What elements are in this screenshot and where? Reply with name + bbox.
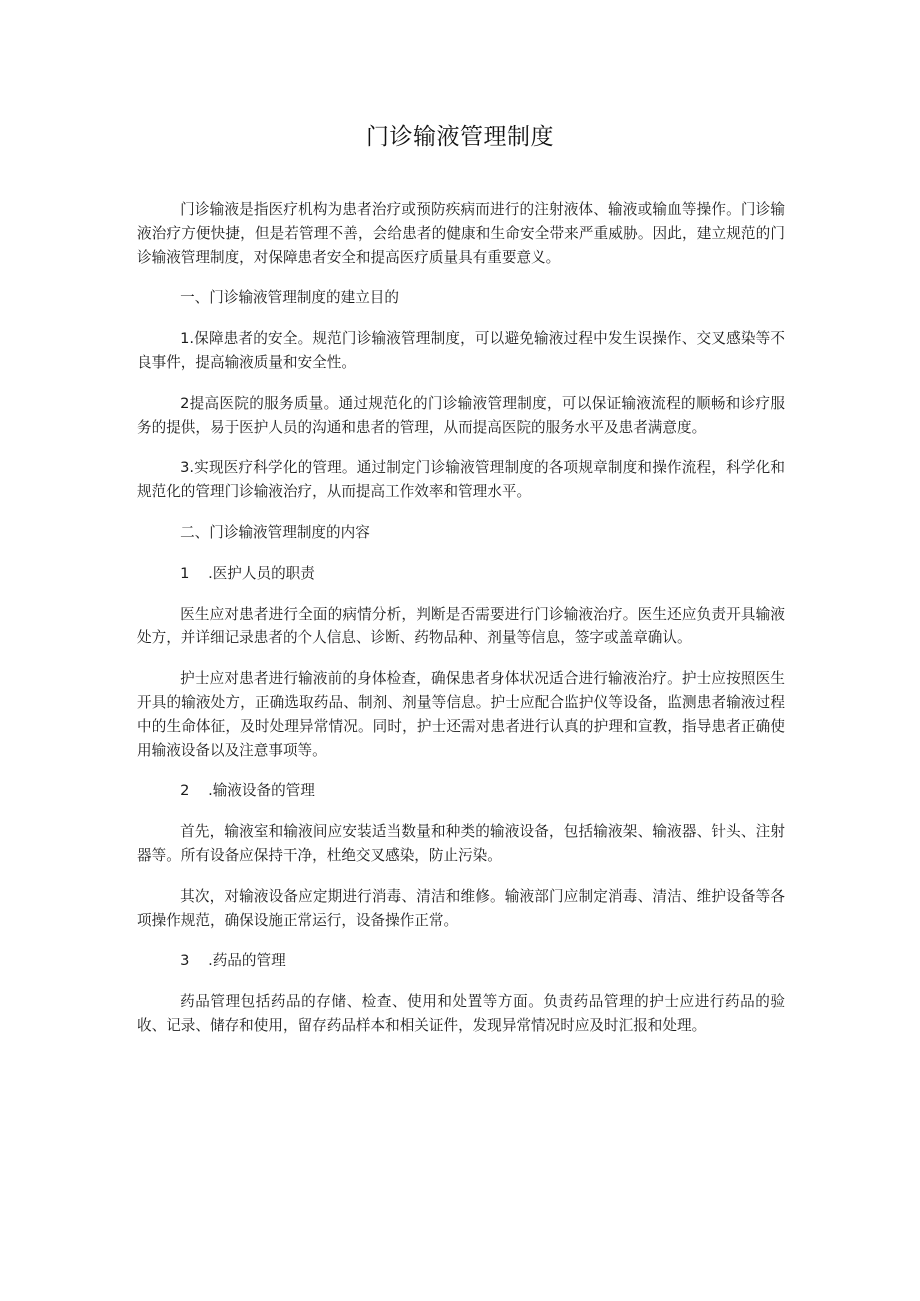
subsection2-heading bbox=[137, 779, 785, 803]
page-title: 门诊输液管理制度 bbox=[366, 124, 554, 150]
subsection3-heading bbox=[137, 949, 785, 973]
subsection1-title: .医护人员的职责 bbox=[208, 564, 315, 582]
subsection3-paragraph-1: 药品管理包括药品的存储、检查、使用和处置等方面。负责药品管理的护士应进行药品的验收、记录、储存和使用，留存药品样本和相关证件，发现异常情况时应及时汇报和处理。 bbox=[137, 993, 785, 1034]
subsection1-paragraph-1: 医生应对患者进行全面的病情分析，判断是否需要进行门诊输液治疗。医生还应负责开具输液处方，并详细记录患者的个人信息、诊断、药物品种、剂量等信息，签字或盖章确认。 bbox=[137, 605, 785, 647]
subsection2-title: .输液设备的管理 bbox=[208, 782, 315, 800]
section1-heading: 一、门诊输液管理制度的建立目的 bbox=[180, 289, 399, 307]
subsection3-number: 3 bbox=[180, 952, 190, 970]
subsection2-paragraph-1: 首先，输液室和输液间应安装适当数量和种类的输液设备，包括输液架、输液器、针头、注射器等。所有设备应保持干净，杜绝交叉感染，防止污染。 bbox=[137, 823, 785, 864]
section1-item-2: 2提高医院的服务质量。通过规范化的门诊输液管理制度，可以保证输液流程的顺畅和诊疗服务的提供，易于医护人员的沟通和患者的管理，从而提高医院的服务水平及患者满意度。 bbox=[137, 394, 785, 436]
section1-item-3: 3.实现医疗科学化的管理。通过制定门诊输液管理制度的各项规章制度和操作流程，科学化和规范化的管理门诊输液治疗，从而提高工作效率和管理水平。 bbox=[137, 459, 785, 501]
subsection3-title: .药品的管理 bbox=[208, 952, 286, 970]
subsection2-number: 2 bbox=[180, 782, 190, 800]
intro-paragraph: 门诊输液是指医疗机构为患者治疗或预防疾病而进行的注射液体、输液或输血等操作。门诊输液治疗方便快捷，但是若管理不善，会给患者的健康和生命安全带来严重威胁。因此，建立规范的门诊输液管理制度，对保障患者安全和提高医疗质量具有重要意义。 bbox=[137, 201, 785, 266]
subsection1-number: 1 bbox=[180, 564, 190, 582]
subsection1-paragraph-2: 护士应对患者进行输液前的身体检查，确保患者身体状况适合进行输液治疗。护士应按照医生开具的输液处方，正确选取药品、制剂、剂量等信息。护士应配合监护仪等设备，监测患者输液过程中的生命体征，及时处理异常情况。同时，护士还需对患者进行认真的护理和宣教，指导患者正确使用输液设备以及注意事项等。 bbox=[137, 670, 785, 759]
subsection2-paragraph-2: 其次，对输液设备应定期进行消毒、清洁和维修。输液部门应制定消毒、清洁、维护设备等各项操作规范，确保设施正常运行，设备操作正常。 bbox=[137, 887, 785, 929]
document-body bbox=[137, 198, 785, 1038]
section2-heading: 二、门诊输液管理制度的内容 bbox=[180, 523, 370, 541]
section1-item-1: 1.保障患者的安全。规范门诊输液管理制度，可以避免输液过程中发生误操作、交叉感染等不良事件，提高输液质量和安全性。 bbox=[137, 330, 785, 371]
subsection1-heading bbox=[137, 562, 785, 586]
